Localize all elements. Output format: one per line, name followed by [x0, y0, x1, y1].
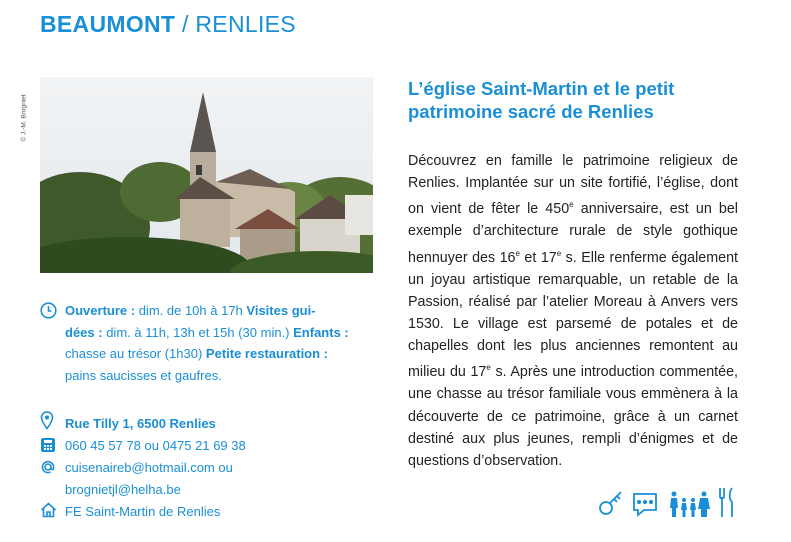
visits-label: Visites gui-	[246, 303, 316, 318]
body-part-3: et 17	[519, 249, 557, 266]
clock-icon	[40, 302, 57, 326]
cutlery-icon	[720, 488, 732, 517]
food-value: pains saucisses et gaufres.	[65, 367, 222, 383]
email-line-1[interactable]: cuisenaireb@hotmail.com ou	[65, 460, 233, 475]
article-body	[408, 150, 738, 472]
kids-label: Enfants :	[293, 324, 349, 340]
visits-label-end: dées :	[65, 324, 103, 340]
title-line-1: L’église Saint-Martin et le petit	[408, 78, 675, 99]
body-sup-4: e	[486, 363, 491, 373]
article-title	[408, 77, 768, 123]
church-photo	[40, 77, 373, 273]
at-icon	[40, 459, 56, 482]
opening-hours	[65, 300, 385, 386]
body-part-2: anniversaire, est un bel exemple d’architecture rurale de style gothique hennuyer des 16	[408, 201, 738, 266]
kids-value: chasse au trésor (1h30)	[65, 346, 203, 361]
page-header	[40, 11, 296, 38]
opening-label: Ouverture :	[65, 303, 136, 318]
village-name: RENLIES	[195, 11, 296, 37]
town-name: BEAUMONT	[40, 11, 176, 37]
key-icon	[600, 492, 621, 514]
body-sup-1: e	[569, 200, 574, 210]
speech-bubble-icon	[634, 494, 656, 515]
phone-icon	[40, 437, 56, 460]
body-part-4: s. Elle renferme également un joyau artistique remarquable, un retable de la Passion, réalisé par l’atelier Moreau à Anvers vers 1530. Le village est parsemé de potales et de chapelles dont les plus anciennes remontent au milieu du 17	[408, 249, 738, 381]
opening-value: dim. de 10h à 17h	[138, 303, 243, 318]
map-pin-icon	[40, 411, 54, 437]
body-sup-3: e	[556, 248, 562, 258]
body-sup-2: e	[515, 248, 520, 258]
body-part-5: s. Après une introduction commentée, une chasse au trésor familiale vous emmènera à la découverte de ce patrimoine, grâce à un carnet destiné aux plus jeunes, rempli d’énigmes et de questions d’observation.	[408, 364, 738, 469]
email-line-2[interactable]: brognietjl@helha.be	[65, 482, 181, 497]
visits-value: dim. à 11h, 13h et 15h (30 min.)	[106, 324, 290, 340]
photo-credit	[18, 74, 30, 144]
phone-number: 060 45 57 78 ou 0475 21 69 38	[65, 438, 246, 453]
facebook-page[interactable]: FE Saint-Martin de Renlies	[65, 504, 221, 519]
home-icon	[40, 502, 57, 525]
header-separator: /	[181, 11, 189, 37]
family-icon	[670, 492, 710, 518]
photo-credit-text: © J.-M. Brogniet	[20, 94, 28, 142]
title-line-2: patrimoine sacré de Renlies	[408, 101, 654, 122]
body-part-1: Découvrez en famille le patrimoine religieux de Renlies. Implantée sur un site fortifié, l’église, dont on vient de fêter le 450	[408, 153, 738, 218]
address: Rue Tilly 1, 6500 Renlies	[65, 416, 216, 431]
food-label: Petite restauration :	[205, 346, 329, 361]
activity-icons	[594, 484, 744, 520]
